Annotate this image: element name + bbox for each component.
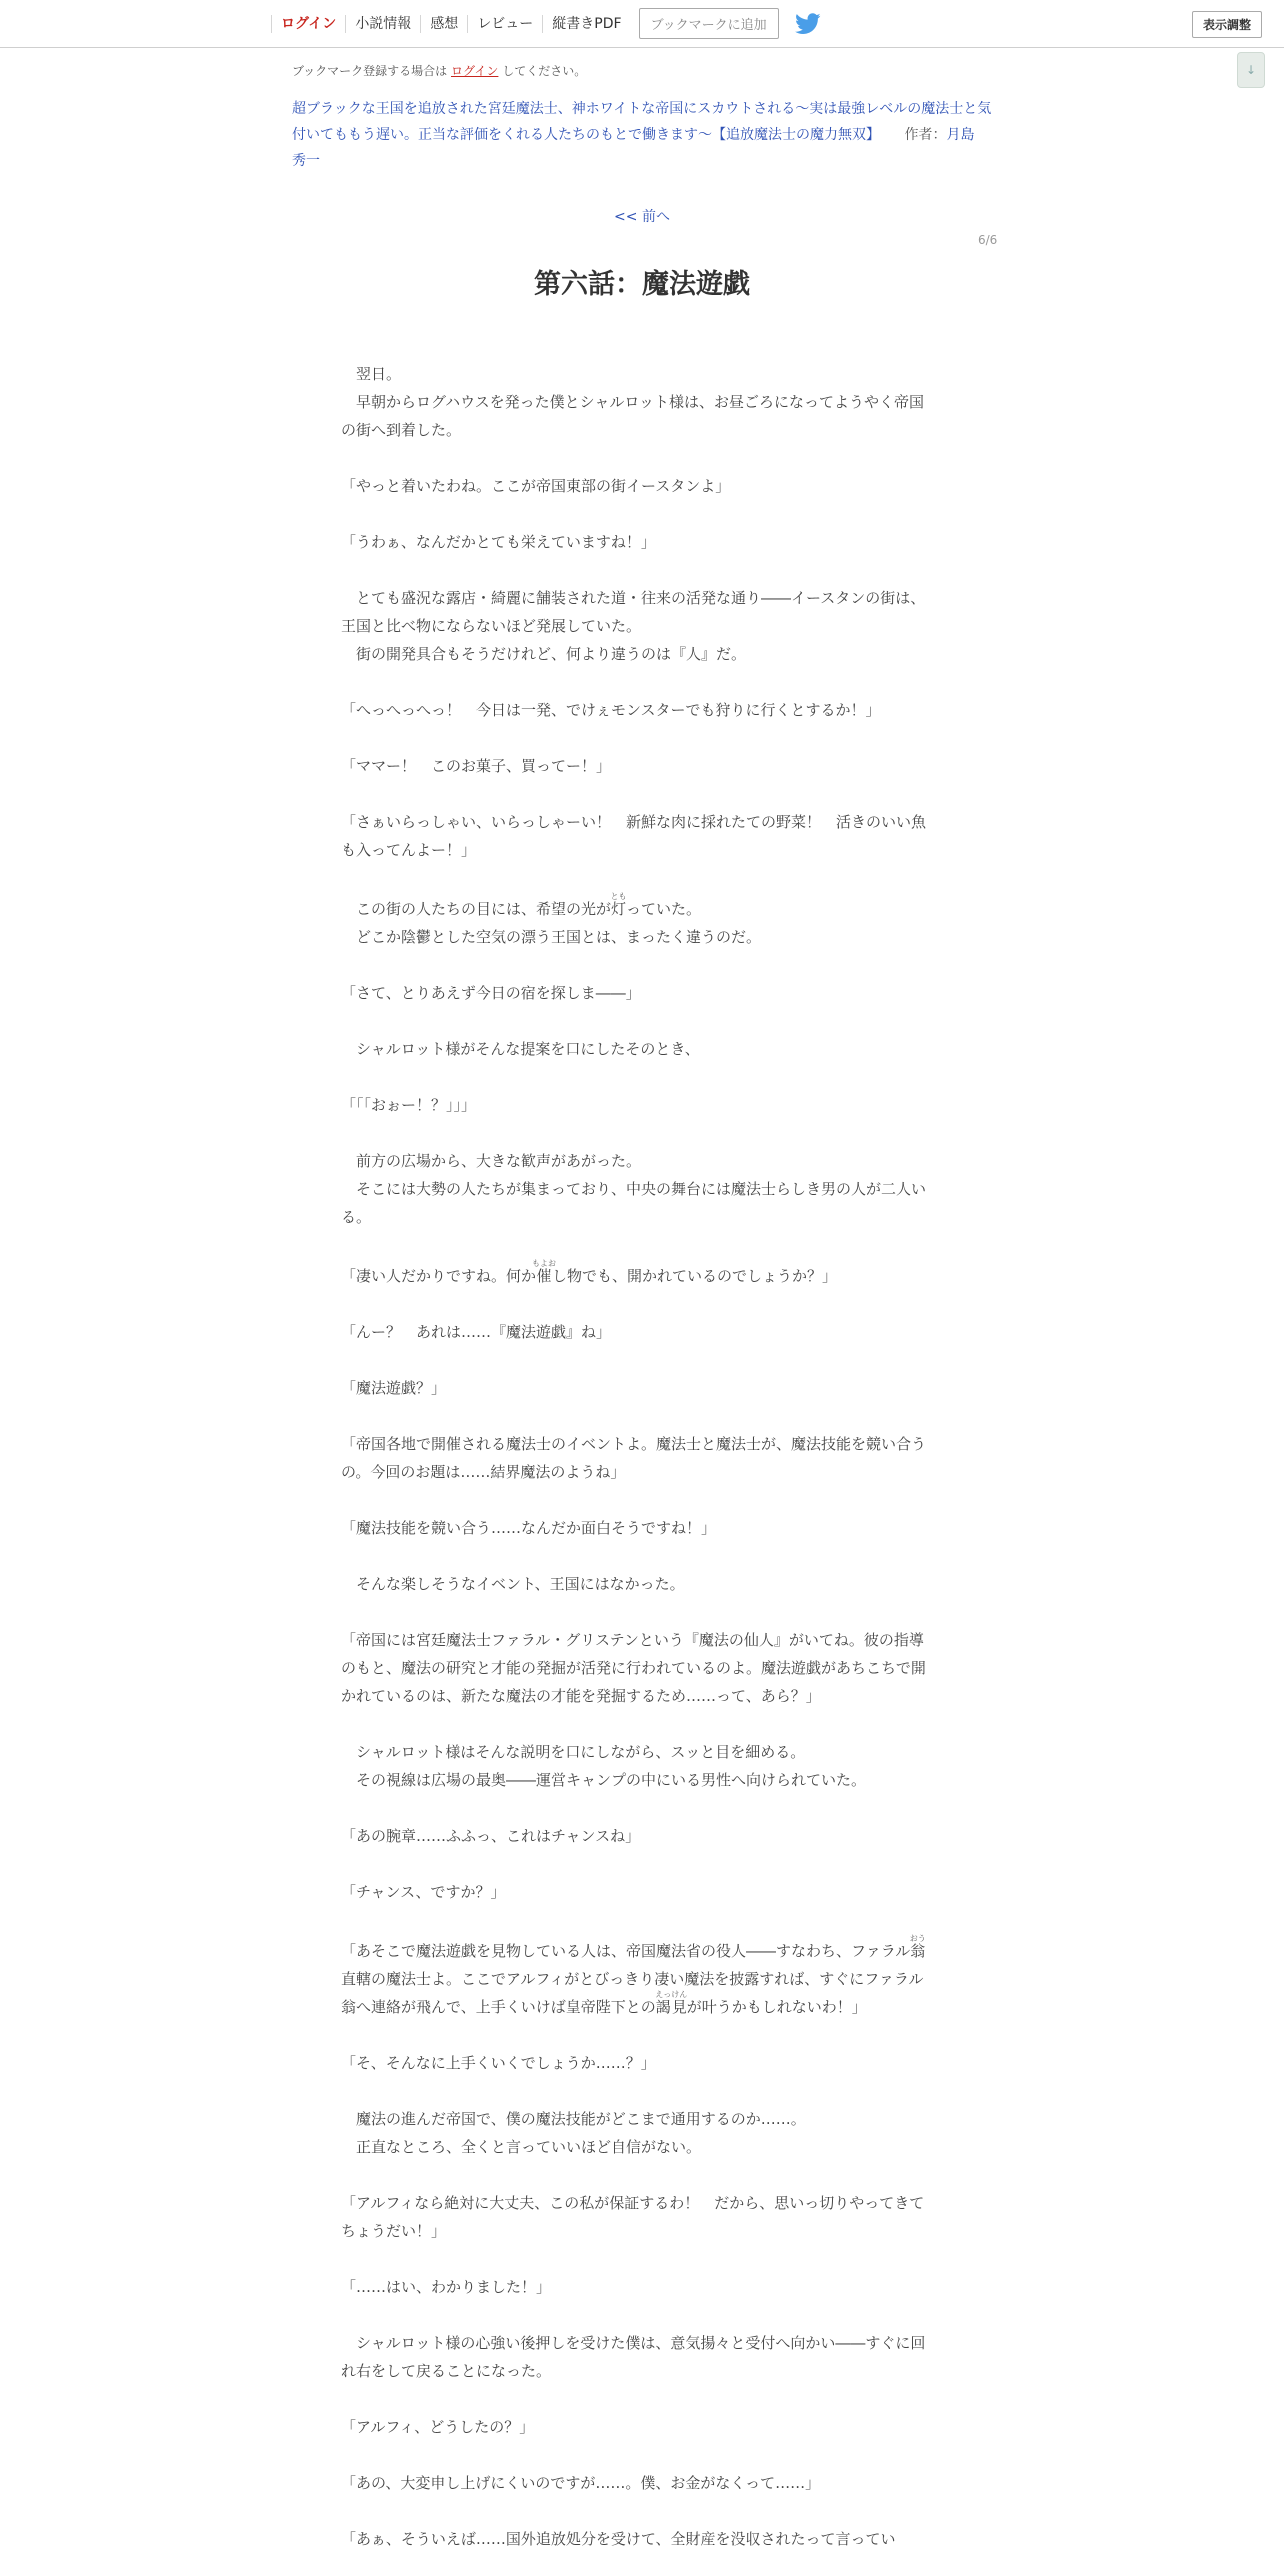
prev-page-link[interactable]: << 前へ [614,209,670,225]
chapter-body [341,360,937,2553]
body-paragraph: 「ママー！ このお菓子、買ってー！」 [341,757,612,775]
body-paragraph [341,2385,937,2413]
body-paragraph [341,2301,937,2329]
body-paragraph [341,1346,937,1374]
body-paragraph [341,1402,937,1430]
body-paragraph: 早朝からログハウスを発った僕とシャルロット様は、お昼ごろになってようやく帝国の街へ到着した。 [341,393,925,439]
body-paragraph: 正直なところ、全くと言っていいほど自信がない。 [341,2138,702,2156]
twitter-icon[interactable] [795,13,821,35]
top-navigation-bar [0,0,1284,48]
body-paragraph: その視線は広場の最奥――運営キャンプの中にいる男性へ向けられていた。 [341,1771,867,1789]
body-paragraph [341,444,937,472]
paragraph-text: 直轄の魔法士よ。ここでアルフィがとびっきり凄い魔法を披露すれば、すぐにファラル翁へ連絡が飛んで、上手くいけば皇帝陛下との [341,1970,924,2016]
nav-login-link[interactable]: ログイン [271,15,345,33]
ruby-base: 催 [532,1267,556,1285]
body-paragraph: 「さぁいらっしゃい、いらっしゃーい！ 新鮮な肉に採れたての野菜！ 活きのいい魚も入ってんよー！」 [341,813,927,859]
chapter-title: 第六話：魔法遊戯 [534,269,750,300]
body-paragraph: 「へっへっへっ！ 今日は一発、でけぇモンスターでも狩りに行くとするか！」 [341,701,881,719]
nav-review-link[interactable]: レビュー [467,15,542,33]
notice-text-after: してください。 [502,64,587,78]
author-label: 作者： [904,127,947,143]
body-paragraph: 「うわぁ、なんだかとても栄えていますね！」 [341,533,656,551]
body-paragraph [341,556,937,584]
body-paragraph [341,1794,937,1822]
notice-text-before: ブックマーク登録する場合は [292,64,448,78]
ruby-base: 謁見 [655,1998,688,2016]
ruby-reading: おう [909,1934,926,1943]
ruby-annotation [655,1990,688,2016]
body-paragraph: 翌日。 [341,365,402,383]
ruby-annotation [909,1934,926,1960]
body-paragraph [341,2441,937,2469]
body-paragraph [341,1710,937,1738]
display-settings-button[interactable]: 表示調整 [1192,11,1262,38]
ruby-reading: もよお [532,1259,557,1268]
body-paragraph: 「やっと着いたわね。ここが帝国東部の街イースタンよ」 [341,477,731,495]
body-paragraph: どこか陰鬱とした空気の漂う王国とは、まったく違うのだ。 [341,928,762,946]
body-paragraph: 「帝国各地で開催される魔法士のイベントよ。魔法士と魔法士が、魔法技能を競い合うの。今回のお題は……結界魔法のようね」 [341,1435,927,1481]
body-paragraph [341,1934,937,2021]
scroll-down-button[interactable]: ↓ [1237,52,1265,88]
ruby-reading: とも [610,892,627,901]
body-paragraph [341,2245,937,2273]
body-paragraph: シャルロット様はそんな説明を口にしながら、スッと目を細める。 [341,1743,806,1761]
body-paragraph: 「……はい、わかりました！」 [341,2278,552,2296]
body-paragraph [341,1119,937,1147]
body-paragraph: 「帝国には宮廷魔法士ファラル・グリステンという『魔法の仙人』がいてね。彼の指導のもと、魔法の研究と才能の発掘が活発に行われているのよ。魔法遊戯があちこちで開かれているのは、新たな魔法の才能を発掘するため……って、あら？」 [341,1631,926,1705]
nav-novel-info-link[interactable]: 小説情報 [345,15,420,33]
body-paragraph [341,1850,937,1878]
body-paragraph: 「アルフィなら絶対に大丈夫、この私が保証するわ！ だから、思いっ切りやってきてちょうだい！」 [341,2194,925,2240]
body-paragraph [341,780,937,808]
body-paragraph [341,724,937,752]
body-paragraph: シャルロット様の心強い後押しを受けた僕は、意気揚々と受付へ向かい――すぐに回れ右をして戻ることになった。 [341,2334,926,2380]
body-paragraph [341,1290,937,1318]
body-paragraph: そんな楽しそうなイベント、王国にはなかった。 [341,1575,685,1593]
body-paragraph [341,1007,937,1035]
notice-login-link[interactable]: ログイン [451,64,499,78]
body-paragraph [341,2161,937,2189]
body-paragraph: 「あの腕章……ふふっ、これはチャンスね」 [341,1827,641,1845]
ruby-annotation [532,1259,557,1285]
paragraph-text: 「あそこで魔法遊戯を見物している人は、帝国魔法省の役人――すなわち、ファラル [341,1942,911,1960]
body-paragraph: シャルロット様がそんな提案を口にしたそのとき、 [341,1040,700,1058]
body-paragraph [341,1906,937,1934]
body-paragraph [341,1063,937,1091]
body-paragraph: 前方の広場から、大きな歓声があがった。 [341,1152,642,1170]
nav-pdf-link[interactable]: 縦書きPDF [542,15,630,33]
ruby-base: 翁 [909,1942,926,1960]
body-paragraph: 「魔法技能を競い合う……なんだか面白そうですね！」 [341,1519,717,1537]
ruby-annotation [610,892,627,918]
main-nav [271,0,821,47]
body-paragraph: 「そ、そんなに上手くいくでしょうか……？」 [341,2054,656,2072]
nav-impressions-link[interactable]: 感想 [420,15,467,33]
paragraph-text: し物でも、開かれているのでしょうか？」 [552,1267,838,1285]
body-paragraph [341,1542,937,1570]
paragraph-text: 「凄い人だかりですね。何か [341,1267,537,1285]
paragraph-text: この街の人たちの目には、希望の光が [341,900,612,918]
body-paragraph [341,892,937,923]
paragraph-text: っていた。 [626,900,702,918]
body-paragraph [341,1486,937,1514]
add-bookmark-button[interactable]: ブックマークに追加 [639,8,779,39]
body-paragraph: 「あの、大変申し上げにくいのですが……。僕、お金がなくって……」 [341,2474,821,2492]
body-paragraph: 「さて、とりあえず今日の宿を探しま――」 [341,984,641,1002]
novel-title-link[interactable]: 超ブラックな王国を追放された宮廷魔法士、神ホワイトな帝国にスカウトされる～実は最強レベルの魔法士と気付いてももう遅い。正当な評価をくれる人たちのもとで働きます～【追放魔法士の魔力無双】 [292,101,992,143]
body-paragraph: そこには大勢の人たちが集まっており、中央の舞台には魔法士らしき男の人が二人いる。 [341,1180,927,1226]
body-paragraph [341,2497,937,2525]
body-paragraph [341,864,937,892]
body-paragraph: 「「「おぉー！？」」」 [341,1096,477,1114]
body-paragraph [341,1598,937,1626]
body-paragraph: 魔法の進んだ帝国で、僕の魔法技能がどこまで通用するのか……。 [341,2110,806,2128]
body-paragraph: 「魔法遊戯？」 [341,1379,447,1397]
body-paragraph: 「チャンス、ですか？」 [341,1883,506,1901]
body-paragraph: 街の開発具合もそうだけれど、何より違うのは『人』だ。 [341,645,747,663]
body-paragraph [341,2077,937,2105]
body-paragraph [341,1231,937,1259]
ruby-base: 灯 [610,900,627,918]
login-notice [292,62,586,79]
body-paragraph: 「んー？ あれは……『魔法遊戯』ね」 [341,1323,612,1341]
body-paragraph [341,668,937,696]
novel-title-block [292,96,992,174]
body-paragraph: 「アルフィ、どうしたの？」 [341,2418,535,2436]
body-paragraph [341,2021,937,2049]
body-paragraph [341,951,937,979]
body-paragraph [341,500,937,528]
body-paragraph: とても盛況な露店・綺麗に舗装された道・往来の活発な通り――イースタンの街は、王国と比べ物にならないほど発展していた。 [341,589,926,635]
body-paragraph [341,1259,937,1290]
page-counter: 6/6 [978,233,998,247]
paragraph-text: が叶うかもしれないわ！」 [686,1998,867,2016]
author-link[interactable]: 月島 秀一 [292,127,975,169]
ruby-reading: えっけん [655,1990,688,1999]
body-paragraph: 「あぁ、そういえば……国外追放処分を受けて、全財産を没収されたって言ってい [341,2530,896,2548]
